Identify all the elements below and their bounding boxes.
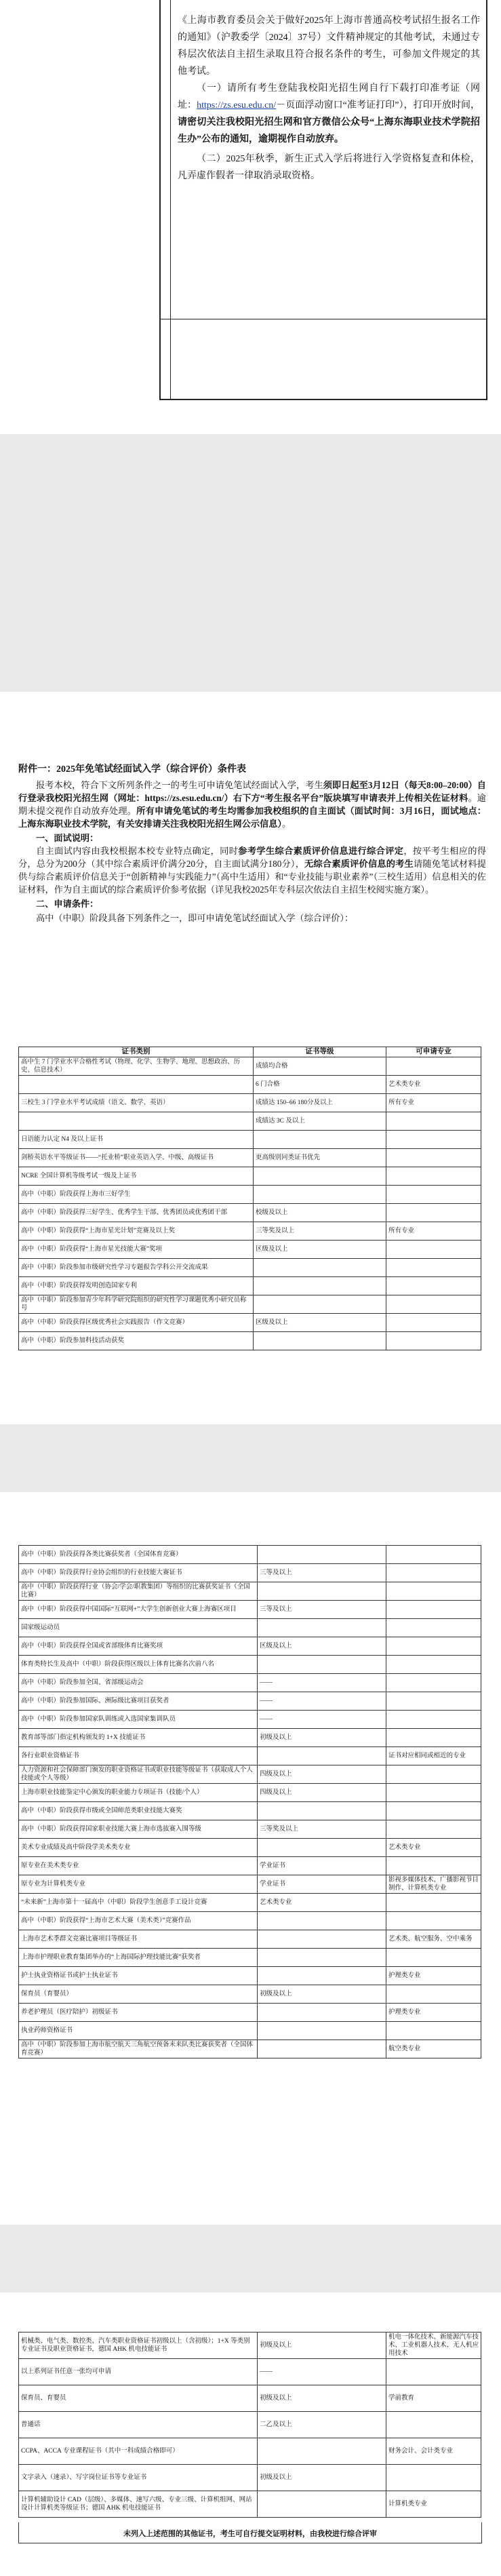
desc-text: 请随免笔试材料提供与综合素质评价信息关于“创新精神与实践能力”（高中生适用）和“专业技能与职业素养”（三校生适用）信息相关的佐证材料，作为自主面试的综合素质评价参考依据（详见我校2025年专科层次依法自主招生校阅实施方案）。 [18,859,487,895]
certificate-cell: 高中（中职）阶段参加全国、省部级运动会 [19,1674,258,1692]
level-cell [258,1949,386,1967]
major-cell: 所有专业 [386,1222,481,1241]
major-cell [386,2465,481,2491]
major-cell: 证书对应相同或相近的专业 [386,1747,481,1765]
level-cell [258,2040,386,2058]
major-cell [386,1186,481,1204]
footer-note-text: 未列入上述范围的其他证书，考生可自行提交证明材料，由我校进行综合评审 [123,2530,377,2538]
major-cell [386,1820,481,1839]
level-cell [258,1619,386,1637]
attachment-one [18,763,486,924]
certificate-cell: 高中生 7 门学业水平合格性考试（物理、化学、生物学、地理、思想政治、历史、信息技术） [19,1057,254,1076]
level-cell [258,1546,386,1564]
certificate-cell: 护士执业资格证书或护士执业证书 [19,1967,258,1985]
level-cell [258,1582,386,1601]
major-cell: 计算机类专业 [386,2491,481,2518]
level-cell: 三等奖及以上 [254,1222,386,1241]
table-row [19,1985,481,2004]
certificate-cell: 上海市护理职业教育集团举办的“上海国际护理技能比赛”获奖者 [19,1949,258,1967]
certificate-cell: 各行业职业资格证书 [19,1747,258,1765]
col-header: 证书等级 [254,1047,386,1057]
certificate-cell: 高中（中职）阶段参加科技活动获奖 [19,1332,254,1350]
col-header: 证书类别 [19,1047,254,1057]
page-gap [0,1424,501,1492]
table-row [19,1729,481,1747]
level-cell: 区级及以上 [254,1241,386,1259]
certificate-cell: 高中（中职）阶段获得三好学生、优秀学生干部、优秀团员或优秀团干部 [19,1204,254,1222]
certificate-cell: 原专业为计算机类专业 [19,1875,258,1894]
table-row [19,2040,481,2058]
table-row [19,1149,481,1167]
table-row [19,1930,481,1949]
certificate-cell: 高中（中职）阶段获得市级或全国师范类职业技能大赛奖 [19,1802,258,1820]
notice-text [178,12,480,184]
table-row [19,1765,481,1784]
major-cell [386,1912,481,1930]
level-cell [254,1186,386,1204]
major-cell [386,1112,481,1131]
major-cell [386,1802,481,1820]
level-cell [258,1967,386,1985]
level-cell [258,1747,386,1765]
major-cell [386,2022,481,2040]
table-row [19,1747,481,1765]
level-cell: 艺术类专业 [258,1894,386,1912]
major-cell [386,1295,481,1314]
major-cell: 艺术类专业 [386,1076,481,1094]
major-cell [386,1167,481,1186]
level-cell: 初级及以上 [258,1985,386,2004]
level-cell: 校级及以上 [254,1204,386,1222]
certificate-cell [19,1076,254,1094]
major-cell [386,1711,481,1729]
page-gap [0,434,501,692]
certificate-cell: 教育部等部门指定机构颁发的 1+X 技能证书 [19,1729,258,1747]
certificate-cell: 高中（中职）阶段参加国际、洲际级比赛项目获奖者 [19,1692,258,1711]
major-cell [386,1131,481,1149]
level-cell: 成绩达 150–66 180分及以上 [254,1094,386,1112]
certificate-cell: 高中（中职）阶段获得中国国际“互联网+”大学生创新创业大赛上海赛区项目 [19,1601,258,1619]
desc-bold: 无综合素质评价信息的考生 [304,859,414,869]
table-row [19,1656,481,1674]
table-row [19,2412,481,2438]
admission-site-link[interactable]: https://zs.esu.edu.cn/ [197,100,277,111]
table-row [19,1711,481,1729]
major-cell [386,1314,481,1332]
major-cell [386,1204,481,1222]
section-heading: 一、面试说明： [36,833,99,843]
paragraph-2-text-cont: －页面浮动窗口“准考证打印”），打印开放时间， [276,100,481,111]
level-cell: 初级及以上 [258,2333,386,2359]
table-row [19,1619,481,1637]
major-cell: 艺术类、航空服务、空中乘务 [386,1930,481,1949]
certificate-cell: 上海市艺术季群文竞赛比赛项目等级证书 [19,1930,258,1949]
table-row [19,1601,481,1619]
table-row [19,1674,481,1692]
certificate-cell: 上海市职业技能鉴定中心颁发的职业能力专项证书（技能/个人） [19,1784,258,1802]
major-cell [386,1582,481,1601]
level-cell [254,1131,386,1149]
table-row [19,2004,481,2022]
certificate-cell: 文字录入（速录）、写字岗位证书等专业证书 [19,2465,258,2491]
major-cell: 所有专业 [386,1094,481,1112]
major-cell [386,1765,481,1784]
major-cell [386,2412,481,2438]
certificate-cell: 保育员、育婴员 [19,2385,258,2412]
certificate-cell: 高中（中职）阶段获得国家职业技能大赛上海市选拔赛入围等级 [19,1820,258,1839]
table-row [19,1204,481,1222]
certificate-cell: 高中（中职）阶段参加国家队训练或入选国家集训队员 [19,1711,258,1729]
certificate-cell: 日语能力认定 N4 及以上证书 [19,1131,254,1149]
certificate-cell: 剑桥英语水平等级证书——“托业桥”职业英语入学、中级、高级证书 [19,1149,254,1167]
major-cell [386,1057,481,1076]
major-cell [386,1857,481,1875]
major-cell [386,1985,481,2004]
major-cell [386,1894,481,1912]
certificate-cell: 原专业在美术类专业 [19,1857,258,1875]
table-row [19,1802,481,1820]
major-cell [386,1619,481,1637]
major-cell [386,1674,481,1692]
table-row [19,1222,481,1241]
table-row [19,2465,481,2491]
certificate-cell: 以上系列证书任意一张均可申请 [19,2359,258,2385]
major-cell [386,1277,481,1295]
level-cell: 学业证书 [258,1875,386,1894]
certificate-cell: 保育员（育婴员） [19,1985,258,2004]
table-row [19,1241,481,1259]
table-row [19,2438,481,2465]
table-row [19,1912,481,1930]
table-row [19,1167,481,1186]
certificate-cell: CCPA、ACCA 专业课程证书（其中一科成绩合格即可） [19,2438,258,2465]
table-row [19,1546,481,1564]
certificate-cell: 高中（中职）阶段获得上海市三好学生 [19,1186,254,1204]
page-gap [0,2225,501,2292]
table-divider [170,0,171,399]
level-cell: 三等奖及以上 [258,1820,386,1839]
major-cell: 护理类专业 [386,1967,481,1985]
major-cell: 机电一体化技术、新能源汽车技术、工业机器人技术、无人机应用技术 [386,2333,481,2359]
level-cell [254,1167,386,1186]
attachment-title: 附件一：2025年免笔试经面试入学（综合评价）条件表 [18,764,246,775]
table-row [19,1057,481,1076]
paragraph-2-bold: 请密切关注我校阳光招生网和官方微信公众号“上海东海职业技术学院招生办”公布的通知，逾期视作自动放弃。 [178,117,480,144]
major-cell [386,1259,481,1277]
table-row [19,2491,481,2518]
certificate-cell: 养老护理员（医疗陪护）初级证书 [19,2004,258,2022]
conditions-table-part-1 [18,1047,481,1350]
table-row [19,1857,481,1875]
table-row [19,1094,481,1112]
intro-text: 报考本校，符合下文所列条件之一的考生可申请免笔试经面试入学，考生 [36,780,323,790]
table-row [19,1949,481,1967]
certificate-cell: 高中（中职）阶段获得发明创造国家专利 [19,1277,254,1295]
table-row [19,1875,481,1894]
table-row [19,1564,481,1582]
major-cell [386,1241,481,1259]
certificate-cell: 机械类、电气类、数控类、汽车类职业资格证书初级以上（含初级）；1+X 等类别专业证书及职业资格证书，德国 AHK 机电技能证书 [19,2333,258,2359]
desc-text: 自主面试内容由我校根据本校专业特点确定，同时 [36,846,239,856]
conditions-table-part-2 [18,1545,481,2058]
level-cell [258,1912,386,1930]
level-cell [254,1332,386,1350]
level-cell: —— [258,1711,386,1729]
level-cell: 初级及以上 [258,1729,386,1747]
table-row [19,1839,481,1857]
table-row [19,1259,481,1277]
major-cell: 护理类专业 [386,2004,481,2022]
certificate-cell: 美术专业成绩及高中阶段学美术类专业 [19,1839,258,1857]
page-1 [0,0,501,434]
level-cell: 成绩均合格 [254,1057,386,1076]
major-cell: 航空类专业 [386,2040,481,2058]
level-cell: 6 门合格 [254,1076,386,1094]
level-cell: 四级及以上 [258,1765,386,1784]
level-cell [258,1839,386,1857]
level-cell: —— [258,1692,386,1711]
level-cell: 成绩达 3C 及以上 [254,1112,386,1131]
desc-bold: 参考学生综合素质评价信息进行综合评定 [238,846,404,856]
col-header: 可申请专业 [386,1047,481,1057]
level-cell: —— [258,1674,386,1692]
certificate-cell: 高中（中职）阶段获得区级优秀社会实践报告（作文竞赛） [19,1314,254,1332]
level-cell [258,2022,386,2040]
certificate-cell: 高中（中职）阶段获得“上海市艺术大赛（美术类）”竞赛作品 [19,1912,258,1930]
certificate-cell: 高中（中职）阶段参加上海市航空航天三角航空预备未来队类比赛获奖者（全国体育竞赛） [19,2040,258,2058]
level-cell [258,2004,386,2022]
level-cell [258,2491,386,2518]
major-cell [386,1332,481,1350]
major-cell [386,1637,481,1656]
level-cell [254,1259,386,1277]
certificate-cell: 体育类特长生及高中（中职）阶段获得区级以上体育比赛名次前八名 [19,1656,258,1674]
intro-bold: 须即日起至3月12日（每天8:00–20:00）自行登录我校阳光招生网（网址：https://zs.esu.edu.cn/）右下方“考生报名平台”版块填写申请表并上传相关佐证材料 [18,780,486,803]
level-cell: 二乙及以上 [258,2412,386,2438]
major-cell: 影视多媒体技术、广播影视节目制作、计算机类专业 [386,1875,481,1894]
table-row [19,1820,481,1839]
certificate-cell: 国家级运动员 [19,1619,258,1637]
table-row [19,1076,481,1094]
level-cell [254,1295,386,1314]
paragraph-1: 《上海市教育委员会关于做好2025年上海市普通高校考试招生报名工作的通知》（沪教委学〔2024〕37号）文件精神规定的其他考试，未通过专科层次依法自主招生录取且符合报名条件的考生，可参加文件规定的其他考试。 [178,16,480,77]
certificate-cell: 高中（中职）阶段获得全国或省部级体育比赛奖项 [19,1637,258,1656]
table-footer-note [18,2522,482,2543]
table-row [19,1894,481,1912]
certificate-cell: 高中（中职）阶段获得“上海市星光技能大赛”奖项 [19,1241,254,1259]
level-cell: 学业证书 [258,1857,386,1875]
table-row [19,1637,481,1656]
major-cell [386,1546,481,1564]
certificate-cell: 高中（中职）阶段获得“上海市星光计划”竞赛及以上奖 [19,1222,254,1241]
major-cell [386,2359,481,2385]
major-cell: 艺术类专业 [386,1839,481,1857]
table-row [19,1582,481,1601]
certificate-cell: 高中（中职）阶段获得各类比赛获奖者（全国体育竞赛） [19,1546,258,1564]
table-row [19,1277,481,1295]
conditions-table-part-3 [18,2332,481,2518]
major-cell [386,1149,481,1167]
table-caption: 高中（中职）阶段具备下列条件之一，即可申请免笔试经面试入学（综合评价）： [36,913,354,923]
certificate-cell: 执业药师资格证书 [19,2022,258,2040]
table-row [19,1186,481,1204]
level-cell [258,1802,386,1820]
certificate-cell [19,1112,254,1131]
certificate-cell: 人力资源和社会保障部门颁发的职业资格证书或职业技能等级证书（获取成人个人技能或个人等级） [19,1765,258,1784]
table-row [19,1692,481,1711]
level-cell [258,1930,386,1949]
section-heading: 二、申请条件： [36,899,99,909]
level-cell: 更高级别同类证书优先 [254,1149,386,1167]
major-cell: 学前教育 [386,2385,481,2412]
table-row [19,1131,481,1149]
certificate-cell: 计算机辅助设计 CAD（层级）、多媒体、速写六级、专业三级、计算机组网、网站设计计算机类等级证书；德国 AHK 机电技能证书 [19,2491,258,2518]
level-cell: 四级及以上 [258,1784,386,1802]
table-row [19,1784,481,1802]
paragraph-3: （二）2025年秋季，新生正式入学后将进行入学资格复查和体检，凡弄虚作假者一律取消录取资格。 [178,154,480,181]
level-cell: 初级及以上 [258,2385,386,2412]
table-row [19,1967,481,1985]
level-cell [258,2438,386,2465]
certificate-cell: 高中（中职）阶段获得行业（协会/学会/职教集团）等组织的比赛获奖证书（全国比赛） [19,1582,258,1601]
certificate-cell: 三校生 3 门学业水平考试成绩（语文、数学、英语） [19,1094,254,1112]
level-cell: 三等及以上 [258,1601,386,1619]
table-row [19,1112,481,1131]
major-cell [386,1692,481,1711]
table-row [19,1314,481,1332]
desc-text: ，按平考生相应的得分，总分为200分（其中综合素质评价满分20分，自主面试满分180分）， [18,846,487,869]
intro-paragraph [18,779,486,830]
table-row [19,2333,481,2359]
interview-description [18,844,486,896]
major-cell [386,1564,481,1582]
major-cell: 财务会计、会计类专业 [386,2438,481,2465]
level-cell [254,1277,386,1295]
paragraph-2-text: （一）请所有考生登陆我校阳光招生网自行下载打印准考证（网址： [178,83,480,111]
major-cell [386,1656,481,1674]
level-cell: 三等及以上 [258,1564,386,1582]
table-row [19,1332,481,1350]
table-row [19,2359,481,2385]
certificate-cell: 高中（中职）阶段获得行业协会组织的行业技能大赛证书 [19,1564,258,1582]
major-cell [386,1949,481,1967]
major-cell [386,1784,481,1802]
certificate-cell: 高中（中职）阶段参加市级研究性学习专题报告学科公开交流成果 [19,1259,254,1277]
table-row [19,2022,481,2040]
certificate-cell: “未来新”上海市第十一届高中（中职）阶段学生创意手工设计竞赛 [19,1894,258,1912]
intro-bold: 所有申请免笔试的考生均需参加我校组织的自主面试（面试时间：3月16日，面试地点：上海东海职业技术学院，有关安排请关注我校阳光招生网公示信息） [18,806,486,829]
certificate-cell: NCRE 全国计算机等级考试一级及上证书 [19,1167,254,1186]
level-cell: 区级及以上 [254,1314,386,1332]
intro-text: 。逾期未提交视作自动放弃处理。 [18,793,486,816]
major-cell [386,1601,481,1619]
intro-text: 。 [282,819,292,829]
level-cell: 区级及以上 [258,1637,386,1656]
table-row [19,1295,481,1314]
certificate-cell: 普通话 [19,2412,258,2438]
paragraph-2 [178,80,480,148]
level-cell: —— [258,2359,386,2385]
level-cell [258,1656,386,1674]
level-cell: 初级及以上 [258,2465,386,2491]
certificate-cell: 高中（中职）阶段参加青少年科学研究院组织的研究性学习课题优秀小研究员称号 [19,1295,254,1314]
major-cell [386,1729,481,1747]
table-row [19,2385,481,2412]
